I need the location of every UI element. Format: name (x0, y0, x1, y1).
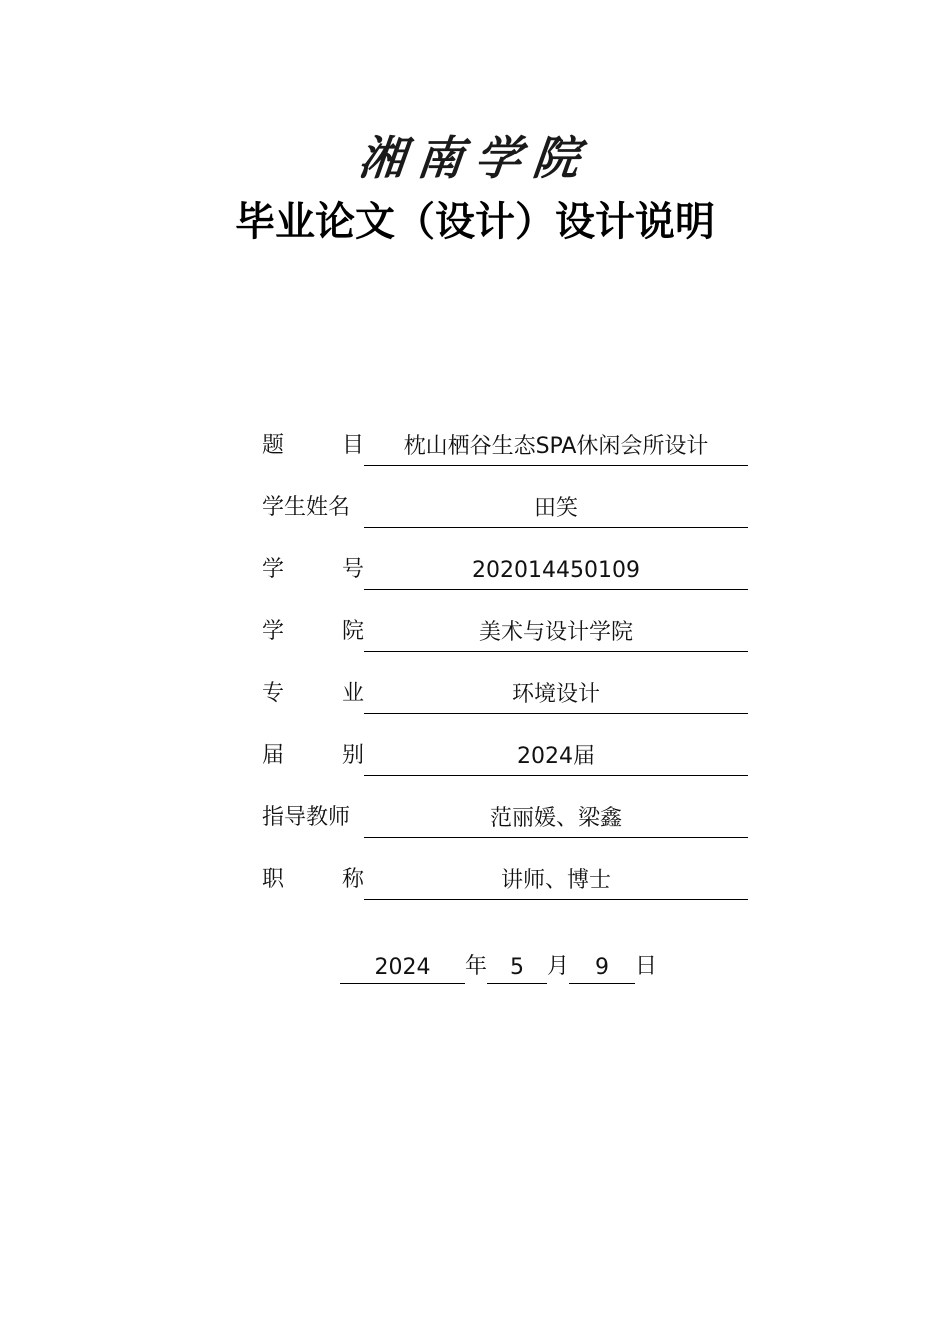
date-year-unit: 年 (465, 954, 488, 979)
field-row-class-year (262, 714, 748, 776)
field-row-topic (262, 404, 748, 466)
info-form (262, 404, 748, 900)
field-value-student-name: 田笑 (364, 489, 748, 528)
page-title: 毕业论文（设计）设计说明 (235, 199, 715, 245)
field-label-title: 职 称 (262, 867, 364, 892)
field-row-college (262, 590, 748, 652)
field-value-topic: 枕山栖谷生态SPA休闲会所设计 (364, 427, 748, 466)
field-label-major: 专 业 (262, 681, 364, 706)
field-value-college: 美术与设计学院 (364, 613, 748, 652)
field-value-student-id: 202014450109 (364, 551, 748, 590)
date-month: 5 (487, 951, 547, 984)
school-logo: 湘南学院 (356, 131, 594, 185)
field-label-student-name: 学生姓名 (262, 495, 351, 520)
date-day: 9 (569, 951, 635, 984)
field-label-college: 学 院 (262, 619, 364, 644)
field-row-title (262, 838, 748, 900)
field-row-advisor (262, 776, 748, 838)
date-day-unit: 日 (635, 954, 658, 979)
field-label-topic: 题 目 (262, 433, 364, 458)
field-row-student-id (262, 528, 748, 590)
field-value-advisor: 范丽媛、梁鑫 (364, 799, 748, 838)
field-value-title: 讲师、博士 (364, 861, 748, 900)
field-value-class-year: 2024届 (364, 737, 748, 776)
submission-date (340, 950, 657, 984)
field-row-student-name (262, 466, 748, 528)
field-label-student-id: 学 号 (262, 557, 364, 582)
field-value-major: 环境设计 (364, 675, 748, 714)
field-row-major (262, 652, 748, 714)
date-month-unit: 月 (547, 954, 570, 979)
field-label-advisor: 指导教师 (262, 805, 351, 830)
field-label-class-year: 届 别 (262, 743, 364, 768)
date-year: 2024 (340, 951, 465, 984)
